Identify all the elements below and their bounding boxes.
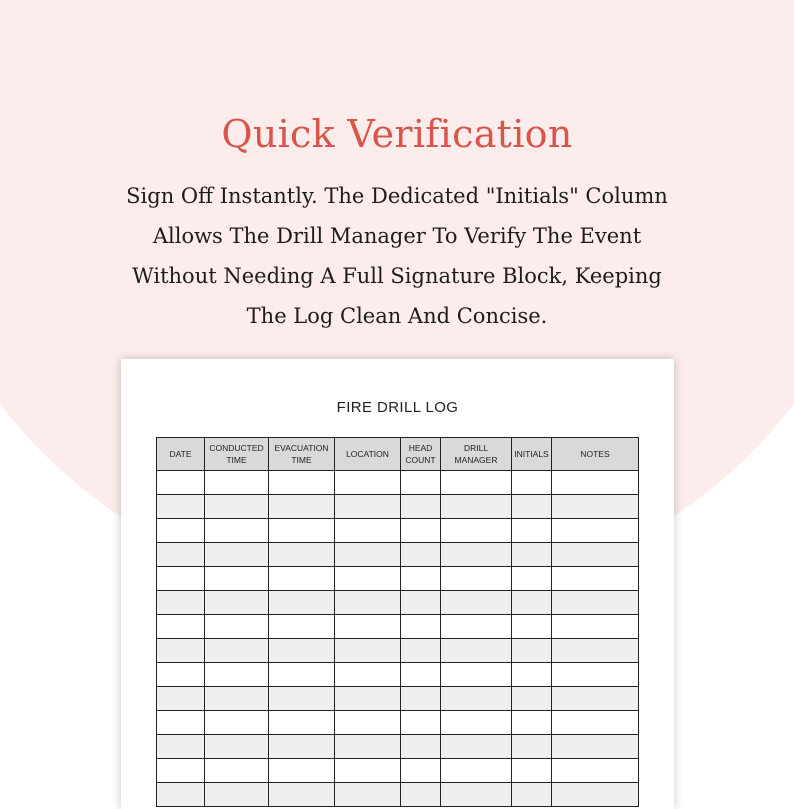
table-cell xyxy=(441,543,512,567)
table-cell xyxy=(269,543,335,567)
table-row xyxy=(157,567,639,591)
table-cell xyxy=(552,663,639,687)
table-cell xyxy=(441,519,512,543)
table-cell xyxy=(441,687,512,711)
table-cell xyxy=(335,783,401,807)
table-cell xyxy=(157,519,205,543)
table-cell xyxy=(157,471,205,495)
table-cell xyxy=(441,639,512,663)
table-cell xyxy=(552,615,639,639)
description-line: Without Needing A Full Signature Block, Keeping xyxy=(132,264,662,288)
table-row xyxy=(157,543,639,567)
table-cell xyxy=(552,735,639,759)
table-cell xyxy=(269,567,335,591)
column-header-evacuation-time: EVACUATION TIME xyxy=(269,438,335,471)
table-cell xyxy=(512,519,552,543)
table-cell xyxy=(269,615,335,639)
description-line: Allows The Drill Manager To Verify The Event xyxy=(152,224,642,248)
table-cell xyxy=(512,663,552,687)
fire-drill-log-table xyxy=(156,437,639,807)
table-cell xyxy=(401,471,441,495)
table-cell xyxy=(441,759,512,783)
table-cell xyxy=(441,735,512,759)
table-row xyxy=(157,735,639,759)
table-cell xyxy=(335,591,401,615)
table-cell xyxy=(552,543,639,567)
table-cell xyxy=(157,495,205,519)
table-cell xyxy=(552,471,639,495)
column-header-notes: NOTES xyxy=(552,438,639,471)
table-cell xyxy=(335,495,401,519)
table-cell xyxy=(157,615,205,639)
table-cell xyxy=(512,711,552,735)
table-cell xyxy=(157,639,205,663)
table-cell xyxy=(269,735,335,759)
table-cell xyxy=(205,735,269,759)
table-cell xyxy=(335,687,401,711)
table-cell xyxy=(335,711,401,735)
description-line: The Log Clean And Concise. xyxy=(246,304,548,328)
table-row xyxy=(157,759,639,783)
sheet-title: FIRE DRILL LOG xyxy=(336,399,459,416)
table-row xyxy=(157,495,639,519)
table-cell xyxy=(552,567,639,591)
table-cell xyxy=(335,567,401,591)
table-cell xyxy=(441,495,512,519)
table-cell xyxy=(157,759,205,783)
table-row xyxy=(157,615,639,639)
table-cell xyxy=(401,543,441,567)
table-cell xyxy=(512,639,552,663)
table-cell xyxy=(401,567,441,591)
table-cell xyxy=(552,687,639,711)
table-cell xyxy=(552,495,639,519)
table-cell xyxy=(205,639,269,663)
table-cell xyxy=(401,615,441,639)
table-cell xyxy=(335,519,401,543)
table-cell xyxy=(205,663,269,687)
table-cell xyxy=(401,759,441,783)
table-cell xyxy=(157,543,205,567)
table-cell xyxy=(401,495,441,519)
table-body xyxy=(157,471,639,807)
table-cell xyxy=(552,759,639,783)
table-cell xyxy=(441,591,512,615)
table-cell xyxy=(335,759,401,783)
table-row xyxy=(157,711,639,735)
table-cell xyxy=(512,735,552,759)
table-cell xyxy=(441,711,512,735)
table-cell xyxy=(157,735,205,759)
table-cell xyxy=(335,471,401,495)
description-line: Sign Off Instantly. The Dedicated "Initials" Column xyxy=(126,184,668,208)
table-row xyxy=(157,471,639,495)
table-cell xyxy=(157,783,205,807)
table-cell xyxy=(157,591,205,615)
table-cell xyxy=(512,687,552,711)
headline: Quick Verification xyxy=(221,112,573,156)
table-row xyxy=(157,519,639,543)
table-cell xyxy=(269,687,335,711)
table-row xyxy=(157,591,639,615)
table-row xyxy=(157,639,639,663)
column-header-initials: INITIALS xyxy=(512,438,552,471)
description xyxy=(60,176,734,336)
table-cell xyxy=(512,591,552,615)
table-cell xyxy=(401,591,441,615)
table-cell xyxy=(205,687,269,711)
table-row xyxy=(157,663,639,687)
table-cell xyxy=(512,471,552,495)
table-cell xyxy=(269,591,335,615)
column-header-head-count: HEAD COUNT xyxy=(401,438,441,471)
column-header-location: LOCATION xyxy=(335,438,401,471)
table-cell xyxy=(441,663,512,687)
table-cell xyxy=(512,615,552,639)
table-cell xyxy=(335,735,401,759)
table-cell xyxy=(335,615,401,639)
table-cell xyxy=(205,615,269,639)
table-cell xyxy=(552,783,639,807)
table-cell xyxy=(401,687,441,711)
table-cell xyxy=(441,615,512,639)
table-cell xyxy=(401,711,441,735)
table-cell xyxy=(269,783,335,807)
table-cell xyxy=(552,711,639,735)
table-cell xyxy=(205,495,269,519)
table-cell xyxy=(205,519,269,543)
table-cell xyxy=(269,711,335,735)
table-cell xyxy=(269,471,335,495)
table-cell xyxy=(205,543,269,567)
table-header-row xyxy=(157,438,639,471)
table-cell xyxy=(157,687,205,711)
table-cell xyxy=(401,783,441,807)
column-header-conducted-time: CONDUCTED TIME xyxy=(205,438,269,471)
table-cell xyxy=(512,543,552,567)
table-cell xyxy=(552,591,639,615)
table-cell xyxy=(401,519,441,543)
table-cell xyxy=(441,471,512,495)
table-cell xyxy=(552,519,639,543)
table-cell xyxy=(205,783,269,807)
table-row xyxy=(157,687,639,711)
table-cell xyxy=(512,783,552,807)
table-cell xyxy=(401,663,441,687)
table-cell xyxy=(512,759,552,783)
log-sheet-preview xyxy=(121,359,674,809)
table-cell xyxy=(512,495,552,519)
table-cell xyxy=(205,711,269,735)
table-cell xyxy=(157,663,205,687)
table-cell xyxy=(441,567,512,591)
table-cell xyxy=(335,543,401,567)
column-header-drill-manager: DRILL MANAGER xyxy=(441,438,512,471)
table-cell xyxy=(441,783,512,807)
table-cell xyxy=(205,471,269,495)
table-cell xyxy=(157,711,205,735)
table-cell xyxy=(401,639,441,663)
table-cell xyxy=(269,639,335,663)
table-cell xyxy=(269,519,335,543)
table-cell xyxy=(205,591,269,615)
table-cell xyxy=(157,567,205,591)
table-cell xyxy=(269,663,335,687)
table-cell xyxy=(205,567,269,591)
column-header-date: DATE xyxy=(157,438,205,471)
table-cell xyxy=(401,735,441,759)
table-cell xyxy=(205,759,269,783)
table-cell xyxy=(335,663,401,687)
table-cell xyxy=(269,495,335,519)
table-cell xyxy=(335,639,401,663)
table-cell xyxy=(552,639,639,663)
table-cell xyxy=(269,759,335,783)
table-row xyxy=(157,783,639,807)
table-cell xyxy=(512,567,552,591)
